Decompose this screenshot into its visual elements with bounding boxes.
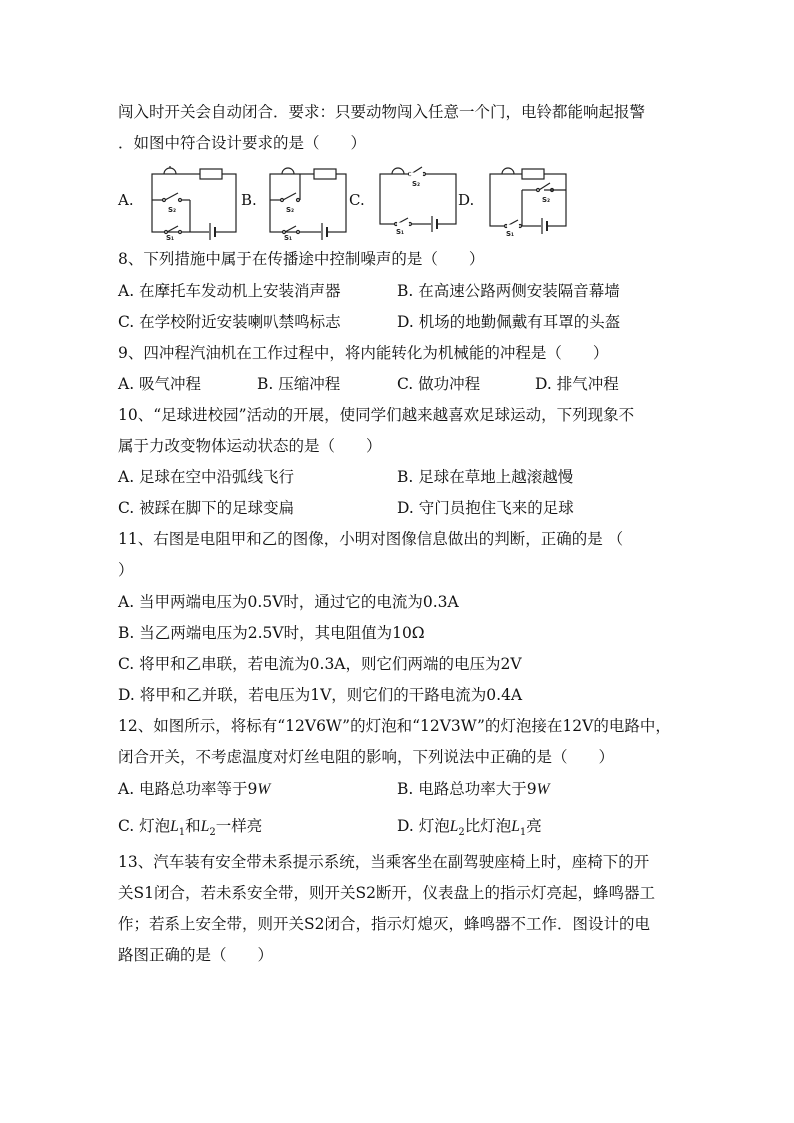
q11-option-a: A. 当甲两端电压为0.5V时，通过它的电流为0.3A [118, 593, 459, 611]
s2-label-d: S₂ [542, 196, 551, 204]
q7-option-b-label: B. [241, 191, 257, 209]
q13-stem-line2: 关S1闭合，若未系安全带，则开关S2断开，仪表盘上的指示灯亮起，蜂鸣器工 [118, 884, 655, 902]
q8-option-b: B. 在高速公路两侧安装隔音幕墙 [397, 282, 620, 300]
q12-option-d-text-post: 亮 [526, 817, 542, 835]
q7-option-c-label: C. [349, 191, 365, 209]
q11-option-b: B. 当乙两端电压为2.5V时，其电阻值为10Ω [118, 624, 425, 642]
s2-label-a: S₂ [168, 206, 177, 214]
s1-label-d: S₁ [506, 230, 515, 238]
lamp-l-symbol: L [170, 818, 179, 835]
q12-option-c-text-pre: C. 灯泡 [118, 817, 171, 835]
s2-label-c: S₂ [412, 180, 421, 188]
s1-label-c: S₁ [396, 228, 405, 236]
q10-option-a: A. 足球在空中沿弧线飞行 [118, 468, 295, 486]
q12-option-d [397, 816, 542, 843]
q11-option-d: D. 将甲和乙并联，若电压为1V，则它们的干路电流为0.4A [118, 686, 523, 704]
q12-option-b-text: B. 电路总功率大于9 [397, 780, 537, 798]
q12-option-b-unit: W [536, 781, 550, 798]
q13-stem-line1: 13、汽车装有安全带未系提示系统，当乘客坐在副驾驶座椅上时，座椅下的开 [118, 853, 650, 871]
q11-stem-line1: 11、右图是电阻甲和乙的图像，小明对图像信息做出的判断，正确的是 （ [118, 530, 624, 548]
circuit-diagram-c [372, 160, 462, 240]
q12-stem-line2: 闭合开关，不考虑温度对灯丝电阻的影响，下列说法中正确的是（ ） [118, 748, 615, 766]
q7-stem-line2: ．如图中符合设计要求的是（ ） [118, 134, 367, 152]
s1-label-b: S₁ [284, 234, 293, 240]
q12-option-a-text: A. 电路总功率等于9 [118, 780, 258, 798]
lamp-subscript: 1 [519, 827, 527, 839]
lamp-l-symbol: L [200, 818, 210, 835]
q12-option-d-text-pre: D. 灯泡 [397, 817, 450, 835]
s2-label-b: S₂ [286, 206, 295, 214]
circuit-diagram-d [482, 160, 572, 240]
lamp-l-symbol: L [511, 818, 520, 835]
q9-stem: 9、四冲程汽油机在工作过程中，将内能转化为机械能的冲程是（ ） [118, 344, 609, 362]
q8-option-c: C. 在学校附近安装喇叭禁鸣标志 [118, 313, 341, 331]
q12-option-c [118, 816, 262, 843]
q7-stem-line1: 闯入时开关会自动闭合．要求：只要动物闯入任意一个门，电铃都能响起报警 [118, 103, 646, 121]
q9-option-c: C. 做功冲程 [397, 375, 481, 393]
q9-option-b: B. 压缩冲程 [257, 375, 341, 393]
q9-option-a: A. 吸气冲程 [118, 375, 202, 393]
q7-option-d-label: D. [458, 191, 475, 209]
q8-option-d: D. 机场的地勤佩戴有耳罩的头盔 [397, 313, 621, 331]
q10-option-b: B. 足球在草地上越滚越慢 [397, 468, 574, 486]
q12-option-b [397, 779, 550, 800]
q9-option-d: D. 排气冲程 [535, 375, 619, 393]
lamp-subscript: 2 [458, 827, 465, 839]
circuit-diagram-b [262, 160, 352, 240]
q11-option-c: C. 将甲和乙串联，若电流为0.3A，则它们两端的电压为2V [118, 655, 522, 673]
s1-label-a: S₁ [166, 234, 175, 240]
q12-option-a [118, 779, 270, 800]
q10-option-c: C. 被踩在脚下的足球变扁 [118, 499, 295, 517]
q10-stem-line2: 属于力改变物体运动状态的是（ ） [118, 437, 382, 455]
q12-stem-line1: 12、如图所示，将标有“12V6W”的灯泡和“12V3W”的灯泡接在12V的电路中， [118, 717, 671, 735]
lamp-subscript: 1 [178, 827, 186, 839]
q7-option-a-label: A. [118, 191, 134, 209]
q8-stem: 8、下列措施中属于在传播途中控制噪声的是（ ） [118, 250, 485, 268]
q8-option-a: A. 在摩托车发动机上安装消声器 [118, 282, 341, 300]
q12-option-a-unit: W [257, 781, 271, 798]
q12-option-d-text-mid: 比灯泡 [464, 817, 512, 835]
q13-stem-line3: 作；若系上安全带，则开关S2闭合，指示灯熄灭，蜂鸣器不工作．图设计的电 [118, 915, 650, 933]
lamp-subscript: 2 [209, 827, 216, 839]
q13-stem-line4: 路图正确的是（ ） [118, 946, 274, 964]
q12-option-c-text-mid: 和 [185, 817, 201, 835]
q12-option-c-text-post: 一样亮 [215, 817, 263, 835]
lamp-l-symbol: L [449, 818, 459, 835]
q11-stem-line2: ） [118, 561, 134, 579]
circuit-diagram-a [144, 160, 240, 240]
q10-stem-line1: 10、“足球进校园”活动的开展，使同学们越来越喜欢足球运动，下列现象不 [118, 406, 635, 424]
q10-option-d: D. 守门员抱住飞来的足球 [397, 499, 574, 517]
